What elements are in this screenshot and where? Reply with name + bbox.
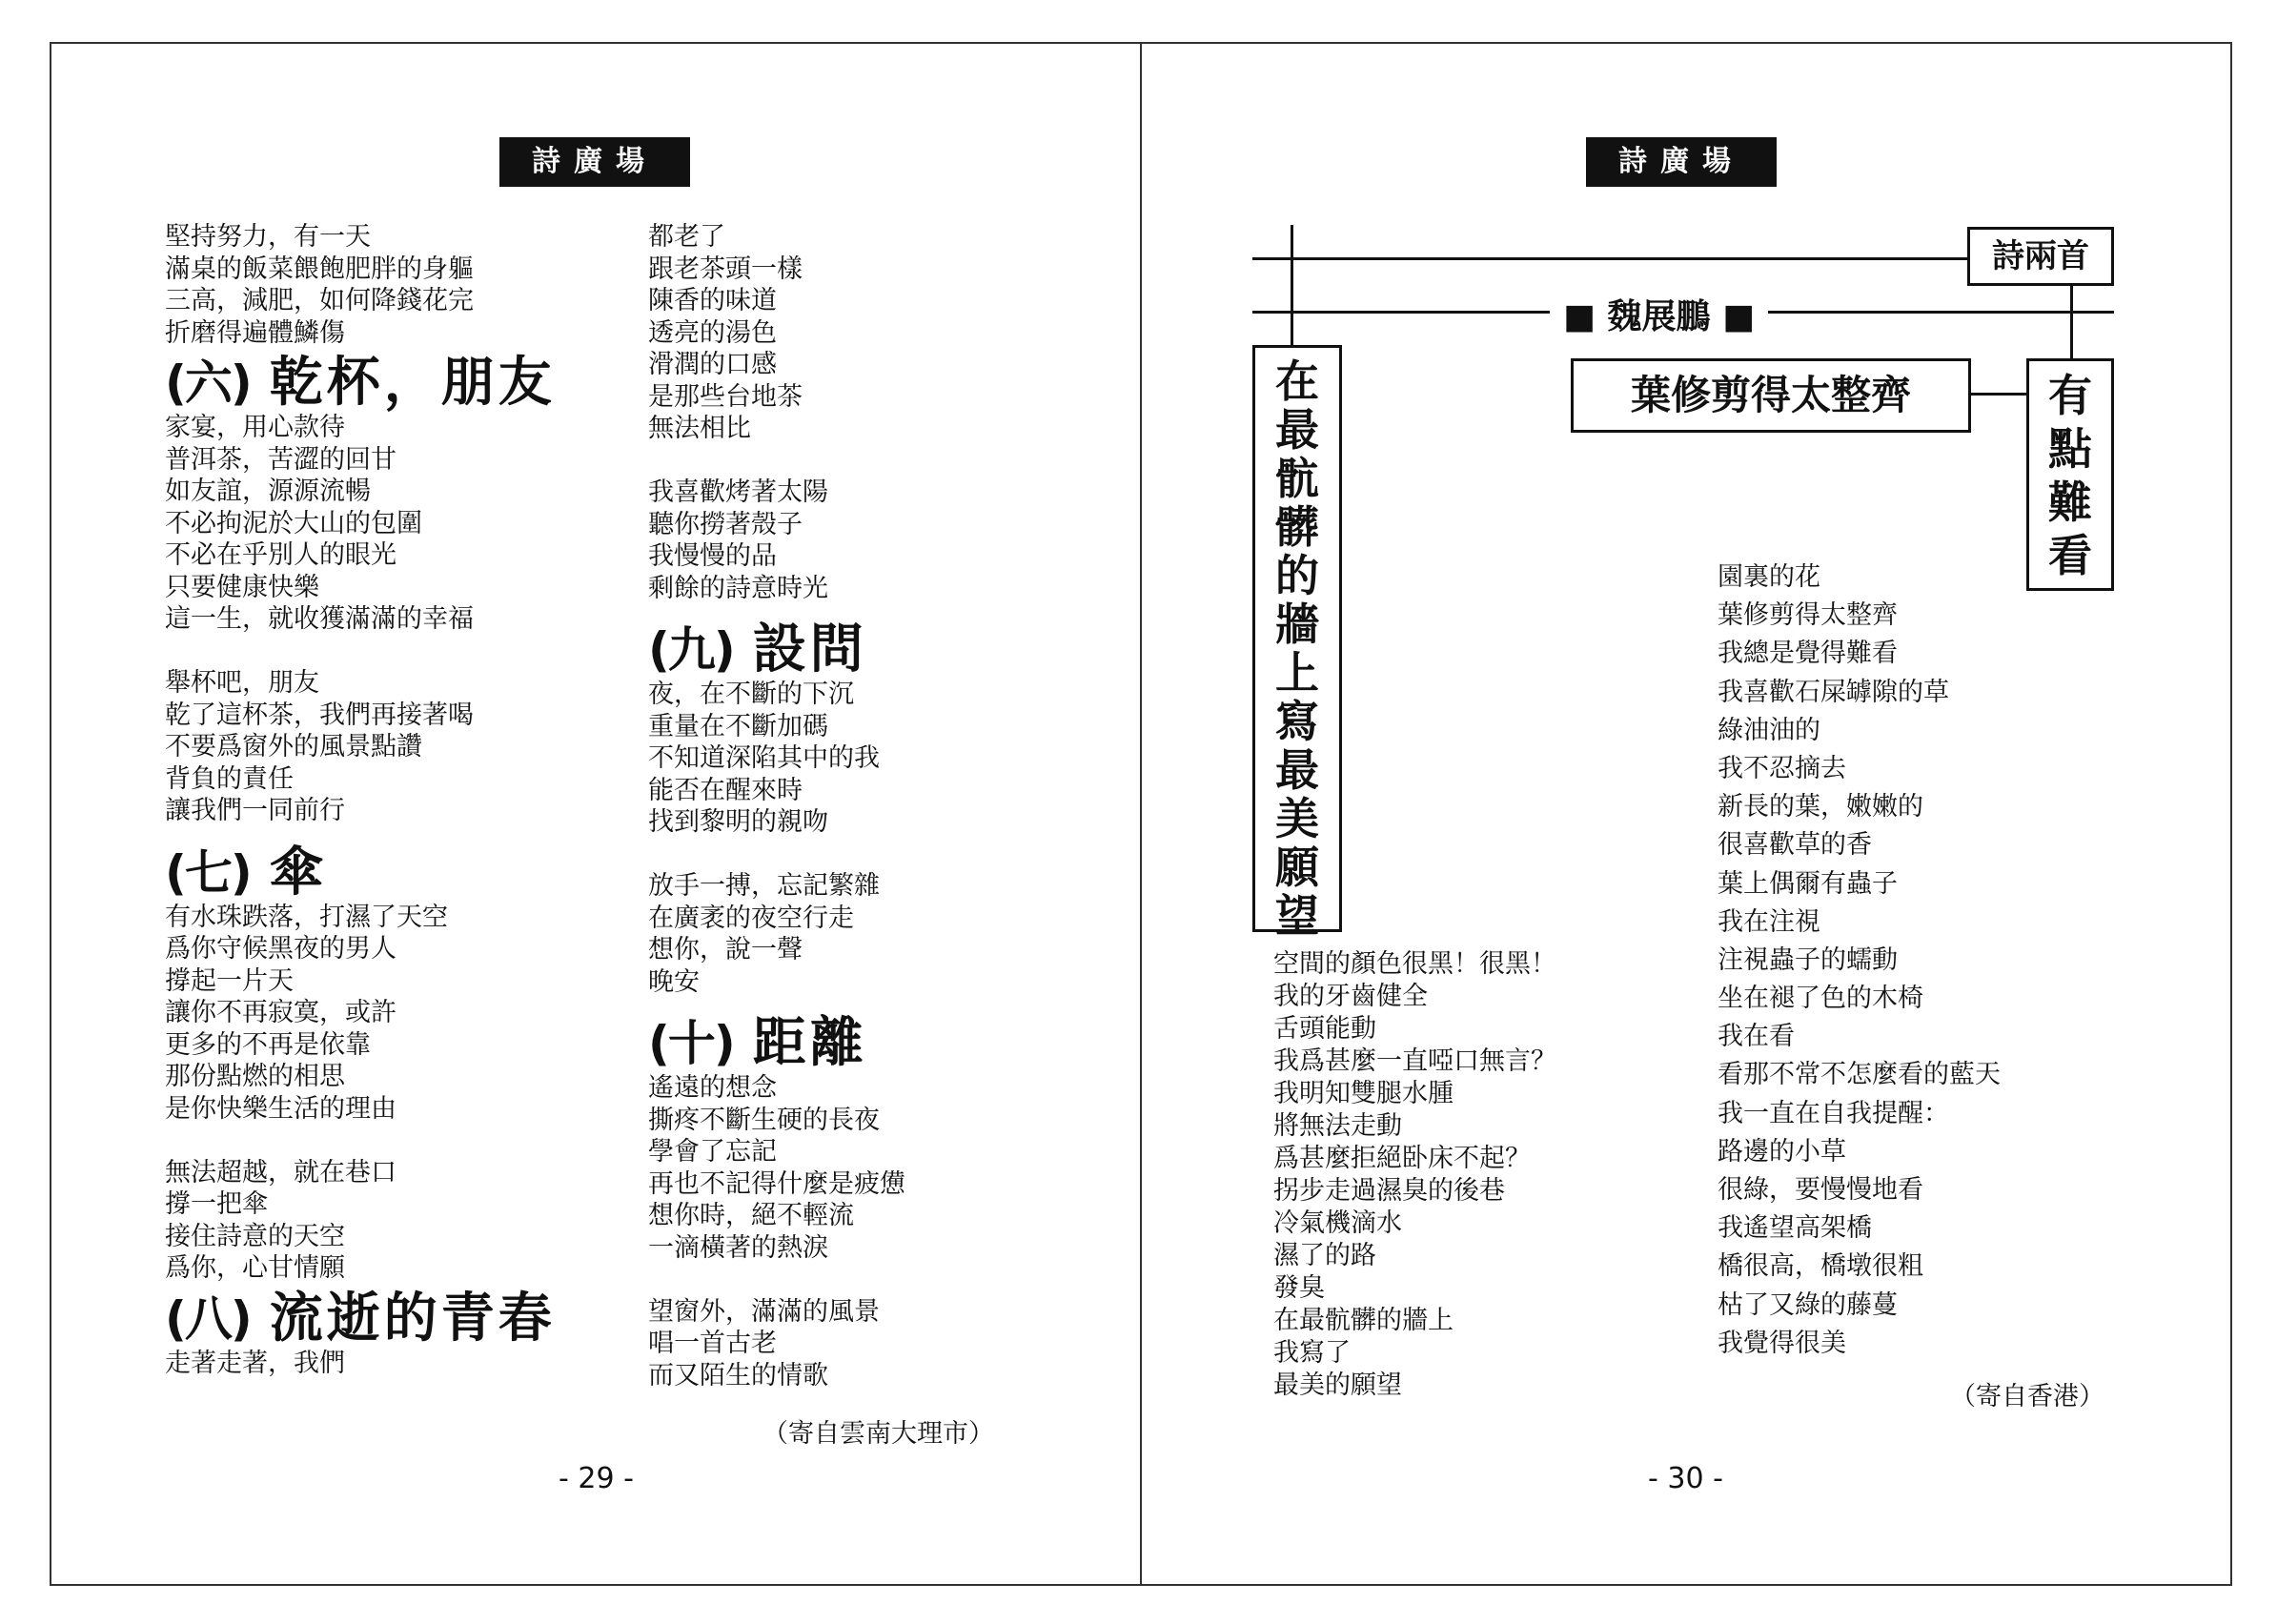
poem-line: 我在注視 (1718, 906, 1820, 937)
poem-line: 爲你守候黑夜的男人 (165, 934, 396, 964)
right-header: 詩廣場 (1586, 137, 1777, 187)
poem-line: 放手一搏，忘記繁雜 (648, 871, 880, 901)
section-9-heading (648, 604, 905, 679)
poem-line: 葉上偶爾有蟲子 (1718, 868, 1898, 899)
poem-line: 背負的責任 (165, 763, 294, 794)
poem-line: 無法超越，就在巷口 (165, 1157, 396, 1188)
poem-line: 折磨得遍體鱗傷 (165, 317, 345, 348)
poem-line: 夜，在不斷的下沉 (648, 680, 854, 709)
poem2-title-vertical-box (2026, 358, 2114, 591)
poem-line: 堅持努力，有一天 (165, 222, 371, 252)
poem-line: 而又陌生的情歌 (648, 1360, 828, 1391)
poem-line: 不要爲窗外的風景點讚 (165, 732, 422, 761)
vertical-title-text: 有 點 難 看 (2048, 370, 2092, 581)
poem-line: 舌頭能動 (1273, 1014, 1376, 1044)
poem-line: 空間的顏色很黑！很黑！ (1273, 949, 1556, 979)
poem1-body (1273, 948, 1556, 1402)
poem-line: 是那些台地茶 (648, 381, 803, 412)
left-header: 詩廣場 (499, 137, 690, 187)
poem-line: 橋很高，橋墩很粗 (1718, 1251, 1923, 1282)
section-6-heading (165, 349, 556, 412)
poem-line: 爲你，心甘情願 (165, 1253, 345, 1283)
poem-line: 陳香的味道 (648, 286, 777, 315)
poem-line: 我明知雙腿水腫 (1273, 1079, 1454, 1108)
poem-line: 園裏的花 (1718, 562, 1820, 592)
section-7-title: 傘 (269, 841, 327, 903)
poem-line: 無法相比 (648, 414, 751, 443)
poem-line: 遙遠的想念 (648, 1073, 777, 1103)
poem-line: 我寫了 (1273, 1338, 1351, 1368)
poem-line: 滑潤的口感 (648, 350, 777, 379)
poem-line: 將無法走動 (1273, 1111, 1402, 1141)
poem-line: 爲甚麼拒絕卧床不起？ (1273, 1144, 1531, 1173)
poem-line: 普洱茶，苦澀的回甘 (165, 444, 396, 475)
section-7-number: (七) (165, 844, 251, 901)
poem-line: 不知道深陷其中的我 (648, 743, 880, 773)
poem-line: 想你，說一聲 (648, 935, 803, 964)
poem-line: 我覺得很美 (1718, 1328, 1846, 1358)
poem-line: 綠油油的 (1718, 715, 1820, 745)
poem-line: 那份點燃的相思 (165, 1062, 345, 1091)
poem-line: 透亮的湯色 (648, 317, 777, 348)
poem-line: 剩餘的詩意時光 (648, 573, 828, 603)
poem-line: 找到黎明的親吻 (648, 807, 828, 837)
poem-line: 讓你不再寂寞，或許 (165, 998, 396, 1027)
poem-line: 走著走著，我們 (165, 1348, 345, 1378)
poem-line: 讓我們一同前行 (165, 796, 345, 825)
poem-line: 更多的不再是依靠 (165, 1029, 371, 1060)
poem-line: 跟老茶頭一樣 (648, 254, 803, 284)
poem-line: 我的牙齒健全 (1273, 982, 1428, 1011)
poem-line: 再也不記得什麼是疲憊 (648, 1168, 905, 1199)
poem1-title-box (1252, 345, 1342, 942)
section-9-title: 設問 (752, 619, 867, 680)
poem-line: 三高，減肥，如何降錢花完 (165, 286, 474, 315)
poem-line: 舉杯吧，朋友 (165, 668, 319, 698)
poem-line: 路邊的小草 (1718, 1136, 1846, 1167)
poem-line: 我遙望高架橋 (1718, 1213, 1872, 1244)
poem-line: 撕疼不斷生硬的長夜 (648, 1105, 880, 1135)
poem-line: 想你時，絕不輕流 (648, 1201, 854, 1230)
poem-line: 在最骯髒的牆上 (1273, 1306, 1454, 1335)
section-6-title: 乾杯，朋友 (269, 352, 556, 414)
poem-line: 枯了又綠的藤蔓 (1718, 1289, 1898, 1320)
poem-line: 我喜歡烤著太陽 (648, 477, 828, 507)
connector-rule (1967, 393, 2028, 396)
poem-line: 葉修剪得太整齊 (1718, 600, 1898, 631)
poem-line: 很綠，要慢慢地看 (1718, 1175, 1923, 1205)
poem-line: 不必拘泥於大山的包圍 (165, 508, 422, 538)
left-column-2 (648, 221, 905, 1391)
poem-line: 重量在不斷加碼 (648, 711, 828, 741)
poem-line: 濕了的路 (1273, 1241, 1376, 1270)
author-name: ■ 魏展鵬 ■ (1550, 290, 1768, 338)
poem-line: 這一生，就收獲滿滿的幸福 (165, 604, 474, 634)
poem-line: 聽你撈著殼子 (648, 509, 803, 539)
left-vertical-rule (1291, 225, 1293, 349)
section-10-title: 距離 (752, 1012, 867, 1074)
poem-line: 晚安 (648, 966, 700, 997)
poem-line: 看那不常不怎麼看的藍天 (1718, 1060, 2001, 1090)
poem-line: 發臭 (1273, 1273, 1325, 1303)
left-page-number: - 29 - (559, 1462, 634, 1495)
poem-line: 有水珠跌落，打濕了天空 (165, 902, 448, 932)
poem-line: 望窗外，滿滿的風景 (648, 1296, 880, 1327)
poem-line: 我在看 (1718, 1022, 1795, 1052)
poem-line: 學會了忘記 (648, 1137, 777, 1167)
poem-line: 我喜歡石屎罅隙的草 (1718, 677, 1949, 707)
poem-line: 很喜歡草的香 (1718, 830, 1872, 861)
section-8-heading (165, 1285, 556, 1348)
section-7-heading (165, 827, 556, 902)
poem-line: 撐起一片天 (165, 965, 294, 996)
right-source-note: （寄自香港） (1950, 1382, 2104, 1411)
poem-line: 是你快樂生活的理由 (165, 1093, 396, 1124)
series-title-box: 詩兩首 (1967, 227, 2114, 286)
right-page-number: - 30 - (1648, 1462, 1723, 1495)
poem-line: 坐在褪了色的木椅 (1718, 984, 1923, 1014)
poem-line: 最美的願望 (1273, 1370, 1402, 1400)
poem-line: 都老了 (648, 222, 725, 252)
poem-line: 唱一首古老 (648, 1329, 777, 1358)
poem-line: 冷氣機滴水 (1273, 1208, 1402, 1238)
poem-line: 我一直在自我提醒： (1718, 1098, 1949, 1128)
vertical-title-text: 在 最 骯 髒 的 牆 上 寫 最 美 願 望 (1275, 355, 1319, 942)
poem-line: 接住詩意的天空 (165, 1221, 345, 1251)
poem-line: 拐步走過濕臭的後巷 (1273, 1176, 1505, 1206)
poem-line: 不必在乎別人的眼光 (165, 540, 396, 570)
poem-line: 如友誼，源源流暢 (165, 477, 371, 506)
section-8-title: 流逝的青春 (269, 1287, 556, 1350)
poem-line: 我總是覺得難看 (1718, 639, 1898, 669)
poem-line: 注視蟲子的蠕動 (1718, 944, 1898, 975)
poem-line: 新長的葉，嫩嫩的 (1718, 792, 1923, 822)
section-6-number: (六) (165, 355, 251, 411)
poem-line: 乾了這杯茶，我們再接著喝 (165, 700, 474, 730)
left-column-1 (165, 221, 556, 1379)
poem-line: 我不忍摘去 (1718, 753, 1846, 783)
poem-line: 家宴，用心款待 (165, 413, 345, 442)
section-9-number: (九) (648, 622, 734, 678)
poem-line: 撐一把傘 (165, 1189, 268, 1219)
section-10-number: (十) (648, 1016, 734, 1071)
section-10-heading (648, 998, 905, 1072)
poem-line: 我爲甚麼一直啞口無言？ (1273, 1046, 1556, 1076)
poem-line: 我慢慢的品 (648, 541, 777, 571)
poem2-title-horizontal: 葉修剪得太整齊 (1571, 358, 1971, 433)
poem-line: 一滴橫著的熱淚 (648, 1232, 828, 1263)
section-8-number: (八) (165, 1290, 251, 1347)
page-fold (1140, 42, 1142, 1586)
poem-line: 在廣袤的夜空行走 (648, 903, 854, 933)
right-vertical-rule (2070, 284, 2073, 364)
left-source-note: （寄自雲南大理市） (762, 1419, 994, 1449)
poem-line: 能否在醒來時 (648, 775, 803, 805)
poem2-body (1718, 558, 2001, 1363)
poem-line: 滿桌的飯菜餵飽肥胖的身軀 (165, 254, 474, 284)
poem-line: 只要健康快樂 (165, 572, 319, 602)
